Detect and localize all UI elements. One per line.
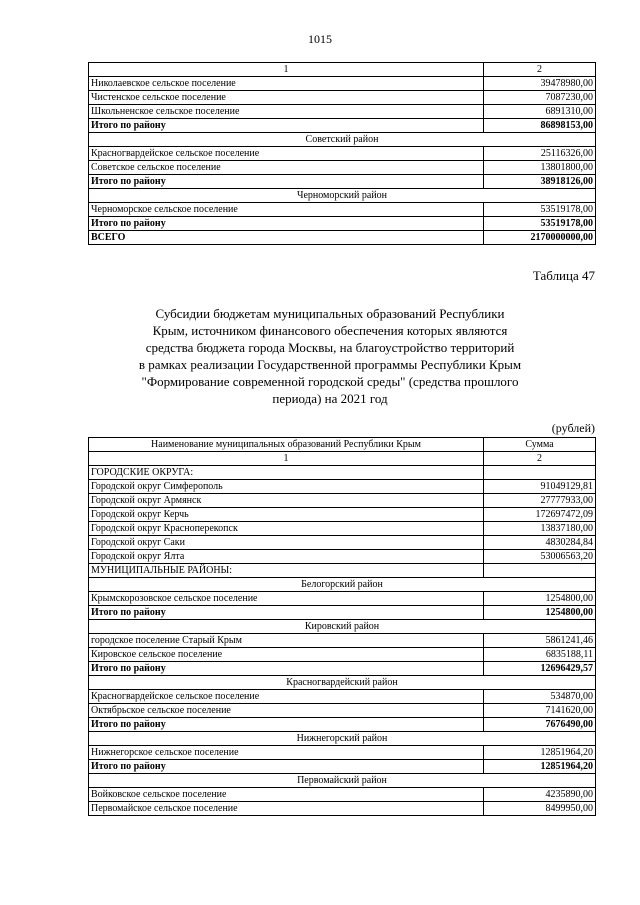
district-header-row	[89, 676, 596, 690]
title-line: Крым, источником финансового обеспечения которых являются	[152, 323, 508, 338]
amount-value: 12851964,20	[484, 746, 596, 760]
district-name: Красногвардейский район	[89, 676, 596, 690]
municipality-name: Городской округ Саки	[89, 536, 484, 550]
amount-value: 5861241,46	[484, 634, 596, 648]
total-row	[89, 662, 596, 676]
amount-value	[484, 564, 596, 578]
municipality-name: Войковское сельское поселение	[89, 788, 484, 802]
title-line: средства бюджета города Москвы, на благоустройство территорий	[145, 340, 515, 355]
amount-value: 53519178,00	[484, 217, 596, 231]
district-name: Нижнегорский район	[89, 732, 596, 746]
municipality-name: Итого по району	[89, 760, 484, 774]
amount-value: 53006563,20	[484, 550, 596, 564]
table-row	[89, 634, 596, 648]
column-index-1: 1	[89, 452, 484, 466]
amount-value: 534870,00	[484, 690, 596, 704]
table-row	[89, 690, 596, 704]
municipality-name: Итого по району	[89, 662, 484, 676]
amount-value: 2170000000,00	[484, 231, 596, 245]
municipality-name: Николаевское сельское поселение	[89, 77, 484, 91]
table-row	[89, 147, 596, 161]
amount-value: 39478980,00	[484, 77, 596, 91]
amount-value	[484, 466, 596, 480]
municipality-name: Красногвардейское сельское поселение	[89, 690, 484, 704]
total-row	[89, 217, 596, 231]
total-row	[89, 606, 596, 620]
title-line: в рамках реализации Государственной программы Республики Крым	[138, 357, 522, 372]
municipality-name: Нижнегорское сельское поселение	[89, 746, 484, 760]
amount-value: 7676490,00	[484, 718, 596, 732]
currency-unit: (рублей)	[551, 421, 595, 435]
municipality-name: Красногвардейское сельское поселение	[89, 147, 484, 161]
table-row	[89, 480, 596, 494]
district-header-row	[89, 578, 596, 592]
continued-subsidy-table	[88, 62, 596, 245]
municipality-name: Городской округ Армянск	[89, 494, 484, 508]
municipality-name: Городской округ Красноперекопск	[89, 522, 484, 536]
table-row	[89, 466, 596, 480]
amount-value: 13837180,00	[484, 522, 596, 536]
table-row	[89, 564, 596, 578]
amount-value: 27777933,00	[484, 494, 596, 508]
district-header-row	[89, 774, 596, 788]
municipality-name: Советское сельское поселение	[89, 161, 484, 175]
amount-value: 6891310,00	[484, 105, 596, 119]
district-header-row	[89, 620, 596, 634]
amount-value: 91049129,81	[484, 480, 596, 494]
amount-value: 12696429,57	[484, 662, 596, 676]
municipality-name: Итого по району	[89, 175, 484, 189]
municipality-name: Школьненское сельское поселение	[89, 105, 484, 119]
total-row	[89, 175, 596, 189]
amount-value: 53519178,00	[484, 203, 596, 217]
subsidy-table-47	[88, 437, 596, 816]
table-row	[89, 161, 596, 175]
header-municipality: Наименование муниципальных образований Республики Крым	[89, 438, 484, 452]
table-row	[89, 105, 596, 119]
municipality-name: Черноморское сельское поселение	[89, 203, 484, 217]
amount-value: 1254800,00	[484, 606, 596, 620]
municipality-name: городское поселение Старый Крым	[89, 634, 484, 648]
municipality-name: Октябрьское сельское поселение	[89, 704, 484, 718]
table-row	[89, 522, 596, 536]
amount-value: 38918126,00	[484, 175, 596, 189]
amount-value: 1254800,00	[484, 592, 596, 606]
district-header-row	[89, 133, 596, 147]
district-name: Кировский район	[89, 620, 596, 634]
column-index-2: 2	[484, 452, 596, 466]
table-row	[89, 550, 596, 564]
municipality-name: Итого по району	[89, 217, 484, 231]
municipality-name: Чистенское сельское поселение	[89, 91, 484, 105]
amount-value: 172697472,09	[484, 508, 596, 522]
municipality-name: ВСЕГО	[89, 231, 484, 245]
amount-value: 6835188,11	[484, 648, 596, 662]
district-name: Советский район	[89, 133, 596, 147]
table-header-row	[89, 438, 596, 452]
title-line: "Формирование современной городской среды" (средства прошлого	[141, 374, 519, 389]
amount-value: 4235890,00	[484, 788, 596, 802]
table-row	[89, 704, 596, 718]
table-row	[89, 77, 596, 91]
table-row	[89, 648, 596, 662]
total-row	[89, 231, 596, 245]
table-label: Таблица 47	[532, 268, 595, 283]
table-row	[89, 91, 596, 105]
column-index-2: 2	[484, 63, 596, 77]
table-row	[89, 592, 596, 606]
district-name: Черноморский район	[89, 189, 596, 203]
amount-value: 7087230,00	[484, 91, 596, 105]
table-row	[89, 494, 596, 508]
column-index-row	[89, 63, 596, 77]
header-amount: Сумма	[484, 438, 596, 452]
column-index-row	[89, 452, 596, 466]
table-row	[89, 508, 596, 522]
municipality-name: Городской округ Ялта	[89, 550, 484, 564]
municipality-name: Городской округ Симферополь	[89, 480, 484, 494]
table-row	[89, 536, 596, 550]
municipality-name: Итого по району	[89, 606, 484, 620]
table-title	[100, 305, 560, 407]
municipality-name: Первомайское сельское поселение	[89, 802, 484, 816]
district-name: Первомайский район	[89, 774, 596, 788]
amount-value: 4830284,84	[484, 536, 596, 550]
total-row	[89, 119, 596, 133]
column-index-1: 1	[89, 63, 484, 77]
amount-value: 86898153,00	[484, 119, 596, 133]
title-line: Субсидии бюджетам муниципальных образований Республики	[155, 306, 505, 321]
municipality-name: ГОРОДСКИЕ ОКРУГА:	[89, 466, 484, 480]
page-number: 1015	[308, 32, 332, 46]
table-row	[89, 802, 596, 816]
municipality-name: Крымскорозовское сельское поселение	[89, 592, 484, 606]
amount-value: 7141620,00	[484, 704, 596, 718]
district-name: Белогорский район	[89, 578, 596, 592]
table-row	[89, 203, 596, 217]
total-row	[89, 760, 596, 774]
amount-value: 13801800,00	[484, 161, 596, 175]
table-row	[89, 788, 596, 802]
district-header-row	[89, 732, 596, 746]
amount-value: 8499950,00	[484, 802, 596, 816]
municipality-name: Городской округ Керчь	[89, 508, 484, 522]
total-row	[89, 718, 596, 732]
table-row	[89, 746, 596, 760]
municipality-name: Итого по району	[89, 119, 484, 133]
title-line: периода) на 2021 год	[272, 391, 388, 406]
amount-value: 25116326,00	[484, 147, 596, 161]
municipality-name: Кировское сельское поселение	[89, 648, 484, 662]
municipality-name: МУНИЦИПАЛЬНЫЕ РАЙОНЫ:	[89, 564, 484, 578]
district-header-row	[89, 189, 596, 203]
municipality-name: Итого по району	[89, 718, 484, 732]
amount-value: 12851964,20	[484, 760, 596, 774]
